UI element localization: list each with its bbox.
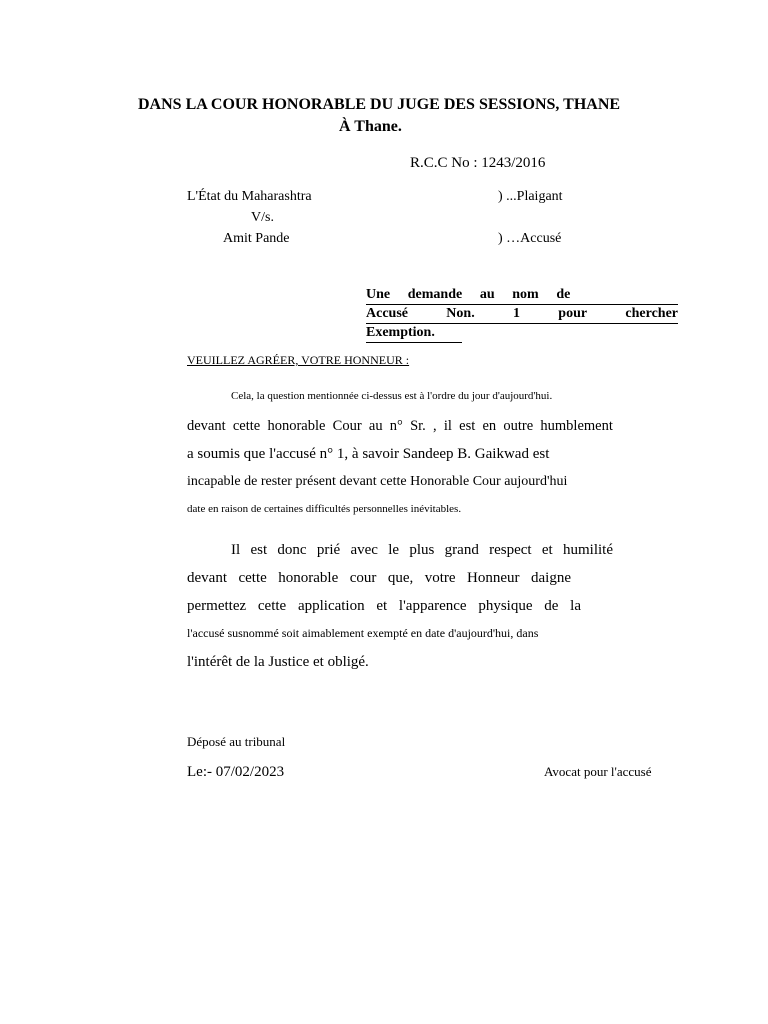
- subject-word: 1: [513, 306, 520, 321]
- paragraph2-line5: l'intérêt de la Justice et obligé.: [187, 654, 369, 670]
- paragraph-word: ,: [433, 418, 437, 434]
- application-subject: [366, 286, 678, 343]
- filed-in-court: Déposé au tribunal: [187, 734, 286, 749]
- paragraph-word: Cour: [332, 418, 362, 434]
- subject-word: Une: [366, 287, 391, 302]
- plaintiff-role: ) ...Plaigant: [498, 189, 563, 204]
- court-title: DANS LA COUR HONORABLE DU JUGE DES SESSIONS, THANE: [138, 96, 621, 113]
- paragraph-word: il: [443, 418, 452, 434]
- subject-spacer: [588, 286, 678, 304]
- advocate-signature-label: Avocat pour l'accusé: [544, 764, 652, 779]
- court-place: À Thane.: [339, 118, 402, 135]
- filing-date: Le:- 07/02/2023: [187, 764, 285, 780]
- paragraph-word: honorable: [267, 418, 326, 434]
- salutation: VEUILLEZ AGRÉER, VOTRE HONNEUR :: [187, 353, 410, 367]
- subject-word: Accusé: [366, 306, 408, 321]
- paragraph2-line3: permettez cette application et l'apparence physique de la: [187, 598, 581, 614]
- paragraph1-line2: [187, 418, 613, 435]
- paragraph-word: Sr.: [410, 418, 426, 434]
- paragraph-word: cette: [232, 418, 261, 434]
- paragraph-word: n°: [389, 418, 403, 434]
- paragraph-word: devant: [187, 418, 226, 434]
- subject-word: Exemption.: [366, 324, 462, 343]
- case-number: R.C.C No : 1243/2016: [410, 155, 546, 171]
- subject-word: demande: [407, 287, 463, 302]
- accused-role: ) …Accusé: [498, 231, 562, 246]
- paragraph-word: en: [482, 418, 497, 434]
- paragraph2-line2: devant cette honorable cour que, votre Honneur daigne: [187, 570, 571, 586]
- subject-line-3: [366, 324, 678, 343]
- paragraph1-line1: Cela, la question mentionnée ci-dessus est à l'ordre du jour d'aujourd'hui.: [231, 390, 553, 402]
- subject-word: pour: [558, 306, 588, 321]
- paragraph2-line4: l'accusé susnommé soit aimablement exempté en date d'aujourd'hui, dans: [187, 626, 539, 640]
- paragraph-word: outre: [503, 418, 534, 434]
- paragraph1-line5: date en raison de certaines difficultés personnelles inévitables.: [187, 503, 462, 515]
- paragraph-word: est: [459, 418, 476, 434]
- versus-label: V/s.: [251, 210, 274, 225]
- paragraph1-line4: incapable de rester présent devant cette Honorable Cour aujourd'hui: [187, 474, 568, 489]
- subject-line-1: [366, 286, 678, 305]
- subject-line-2: [366, 305, 678, 324]
- accused-name: Amit Pande: [223, 231, 290, 246]
- subject-word: chercher: [625, 306, 678, 321]
- paragraph1-line3: a soumis que l'accusé n° 1, à savoir Sandeep B. Gaikwad est: [187, 446, 550, 462]
- subject-word: de: [556, 287, 571, 302]
- paragraph2-line1: Il est donc prié avec le plus grand respect et humilité: [231, 542, 613, 558]
- subject-word: Non.: [446, 306, 475, 321]
- plaintiff-name: L'État du Maharashtra: [187, 189, 312, 204]
- subject-word: nom: [512, 287, 539, 302]
- subject-word: au: [479, 287, 495, 302]
- paragraph-word: au: [368, 418, 383, 434]
- paragraph-word: humblement: [540, 418, 613, 434]
